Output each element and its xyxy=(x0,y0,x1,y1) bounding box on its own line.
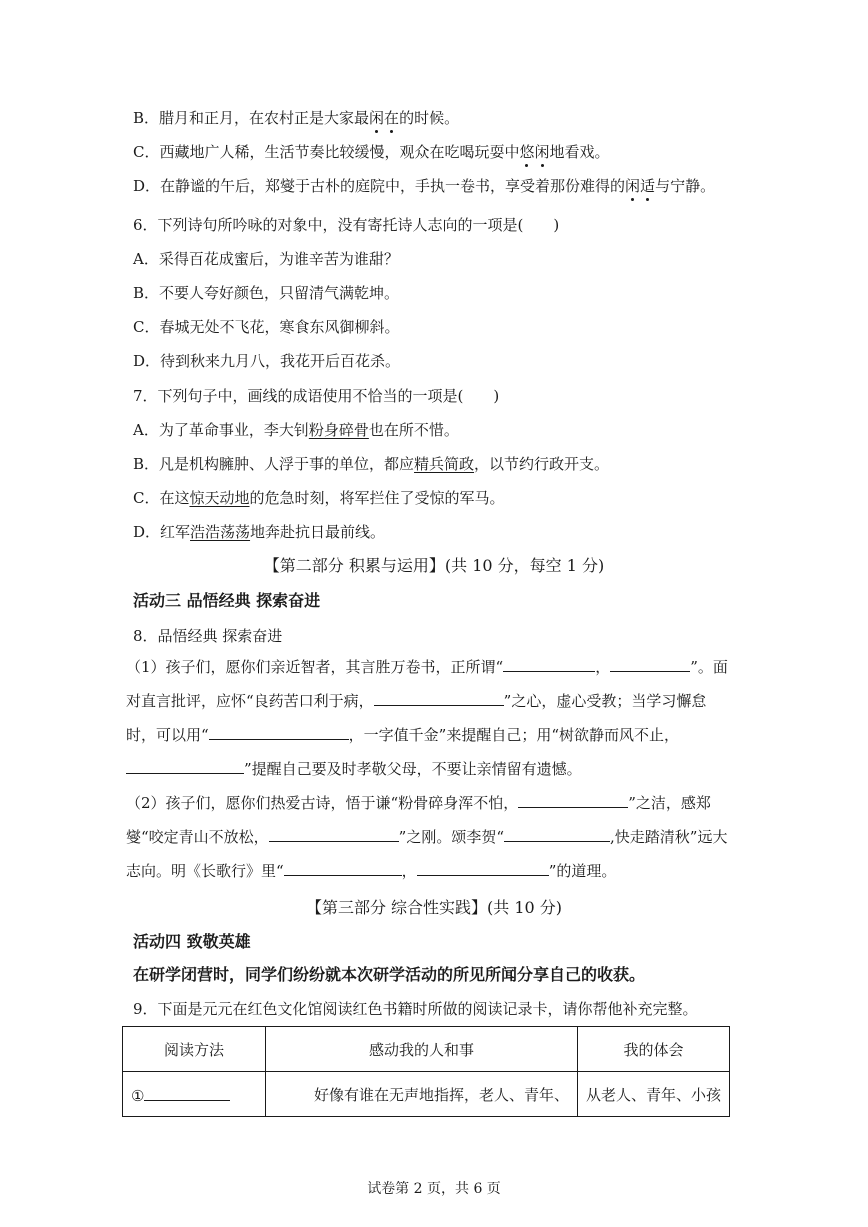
q7-a-idiom: 粉身碎骨 xyxy=(308,421,369,439)
q7-d-text-end: 地奔赴抗日最前线。 xyxy=(250,523,386,541)
q7-a-text: A．为了革命事业，李大钊 xyxy=(133,421,309,439)
q8-p2-text-1: （2）孩子们，愿你们热爱古诗，悟于谦“粉骨碎身浑不怕， xyxy=(126,794,519,812)
q8-p1-text-6: ”提醒自己要及时孝敬父母，不要让亲情留有遗憾。 xyxy=(244,760,582,778)
q7-b-text: B．凡是机构臃肿、人浮于事的单位，都应 xyxy=(133,455,415,473)
answer-blank[interactable] xyxy=(503,654,595,672)
q9-stem: 9．下面是元元在红色文化馆阅读红色书籍时所做的阅读记录卡，请你帮他补充完整。 xyxy=(133,1000,698,1018)
q8-p2-text-2: ”之洁，感郑燮“咬定青山不放松， xyxy=(126,794,711,846)
answer-blank[interactable] xyxy=(209,722,349,740)
activity3-heading: 活动三 品悟经典 探索奋进 xyxy=(133,591,321,610)
q8-part1 xyxy=(126,650,730,786)
table-header-cell: 我的体会 xyxy=(578,1027,730,1072)
q6-option-a: A．采得百花成蜜后，为谁辛苦为谁甜？ xyxy=(133,250,399,268)
q7-d-text: D．红军 xyxy=(133,523,191,541)
q5-c-text: C．西藏地广人稀，生活节奏比较缓慢，观众在吃喝玩耍中 xyxy=(133,143,520,161)
q7-option-c xyxy=(133,488,505,508)
q5-c-text-end: 地看戏。 xyxy=(549,143,610,161)
q7-option-a xyxy=(133,420,459,440)
table-cell-feeling: 从老人、青年、小孩 xyxy=(578,1072,730,1117)
answer-blank[interactable] xyxy=(126,756,244,774)
intro-text: 在研学闭营时，同学们纷纷就本次研学活动的所见所闻分享自己的收获。 xyxy=(133,965,646,984)
q5-d-text: D．在静谧的午后，郑燮于古朴的庭院中，手执一卷书，享受着那份难得的 xyxy=(133,177,626,195)
circled-number-1: ① xyxy=(131,1087,145,1105)
q5-option-c xyxy=(133,142,610,162)
q7-b-idiom: 精兵简政 xyxy=(414,455,475,473)
answer-blank[interactable] xyxy=(269,824,399,842)
part3-title: 【第三部分 综合性实践】 xyxy=(305,898,488,917)
part2-title: 【第二部分 积累与运用】 xyxy=(263,556,445,575)
answer-blank[interactable] xyxy=(504,824,610,842)
table-cell-story: 好像有谁在无声地指挥，老人、青年、 xyxy=(266,1072,578,1117)
q5-d-dotted-1: 闲 xyxy=(625,177,641,195)
q5-b-text: B．腊月和正月，在农村正是大家最 xyxy=(133,109,370,127)
answer-blank[interactable] xyxy=(417,858,549,876)
table-header-row xyxy=(123,1027,730,1072)
q7-d-idiom: 浩浩荡荡 xyxy=(190,523,251,541)
table-header-cell: 感动我的人和事 xyxy=(266,1027,578,1072)
q5-b-dotted-2: 在 xyxy=(384,109,400,127)
table-header-cell: 阅读方法 xyxy=(123,1027,266,1072)
q7-c-text-end: 的危急时刻，将军拦住了受惊的军马。 xyxy=(249,489,505,507)
q5-b-text-end: 的时候。 xyxy=(399,109,460,127)
q8-p2-text-3: ”之刚。颂李贺“ xyxy=(398,828,505,846)
answer-blank[interactable] xyxy=(610,654,690,672)
q5-b-dotted-1: 闲 xyxy=(369,109,385,127)
q5-option-d xyxy=(133,176,715,196)
q6-option-c: C．春城无处不飞花，寒食东风御柳斜。 xyxy=(133,318,400,336)
part3-score: (共 10 分) xyxy=(487,898,563,917)
part2-score: (共 10 分，每空 1 分) xyxy=(444,556,605,575)
q7-a-text-end: 也在所不惜。 xyxy=(368,421,459,439)
answer-blank[interactable] xyxy=(284,858,402,876)
q8-p1-text-1: （1）孩子们，愿你们亲近智者，其言胜万卷书，正所谓“ xyxy=(126,658,504,676)
table-cell-method xyxy=(123,1072,266,1117)
q6-option-d: D．待到秋来九月八，我花开后百花杀。 xyxy=(133,352,401,370)
q6-option-b: B．不要人夸好颜色，只留清气满乾坤。 xyxy=(133,284,400,302)
q7-b-text-end: ，以节约行政开支。 xyxy=(474,455,610,473)
part3-heading xyxy=(0,897,868,919)
answer-blank[interactable] xyxy=(144,1083,230,1101)
q5-c-dotted-2: 闲 xyxy=(534,143,550,161)
reading-record-table xyxy=(122,1026,730,1117)
q7-c-text: C．在这 xyxy=(133,489,190,507)
q7-c-idiom: 惊天动地 xyxy=(189,489,250,507)
q5-d-dotted-2: 适 xyxy=(640,177,656,195)
activity4-heading: 活动四 致敬英雄 xyxy=(133,932,251,951)
answer-blank[interactable] xyxy=(374,688,504,706)
page-footer: 试卷第 2 页，共 6 页 xyxy=(367,1181,501,1197)
q8-p2-text-5: ， xyxy=(401,862,417,880)
q8-p1-text-5: ，一字值千金”来提醒自己；用“树欲静而风不止， xyxy=(348,726,680,744)
q5-c-dotted-1: 悠 xyxy=(519,143,535,161)
q6-stem: 6．下列诗句所吟咏的对象中，没有寄托诗人志向的一项是( ) xyxy=(133,216,560,234)
q8-title: 8．品悟经典 探索奋进 xyxy=(133,627,283,645)
part2-heading xyxy=(0,555,868,577)
q8-part2 xyxy=(126,786,730,888)
answer-blank[interactable] xyxy=(518,790,628,808)
q7-option-b xyxy=(133,454,609,474)
q5-d-text-end: 与宁静。 xyxy=(655,177,716,195)
q8-p2-text-4: ,快走踏清秋”远大志向。明《长歌行》里“ xyxy=(126,828,728,880)
q8-p1-text-2: ， xyxy=(595,658,611,676)
q7-stem: 7．下列句子中，画线的成语使用不恰当的一项是( ) xyxy=(133,387,500,405)
q8-p2-text-6: ”的道理。 xyxy=(548,862,617,880)
q5-option-b xyxy=(133,108,459,128)
q8-p1-text-4: ”之心，虚心受教；当学习懈怠时，可以用“ xyxy=(126,692,707,744)
q8-p1-text-3: ”。面对直言批评，应怀“良药苦口利于病， xyxy=(126,658,728,710)
q7-option-d xyxy=(133,522,385,542)
table-row xyxy=(123,1072,730,1117)
